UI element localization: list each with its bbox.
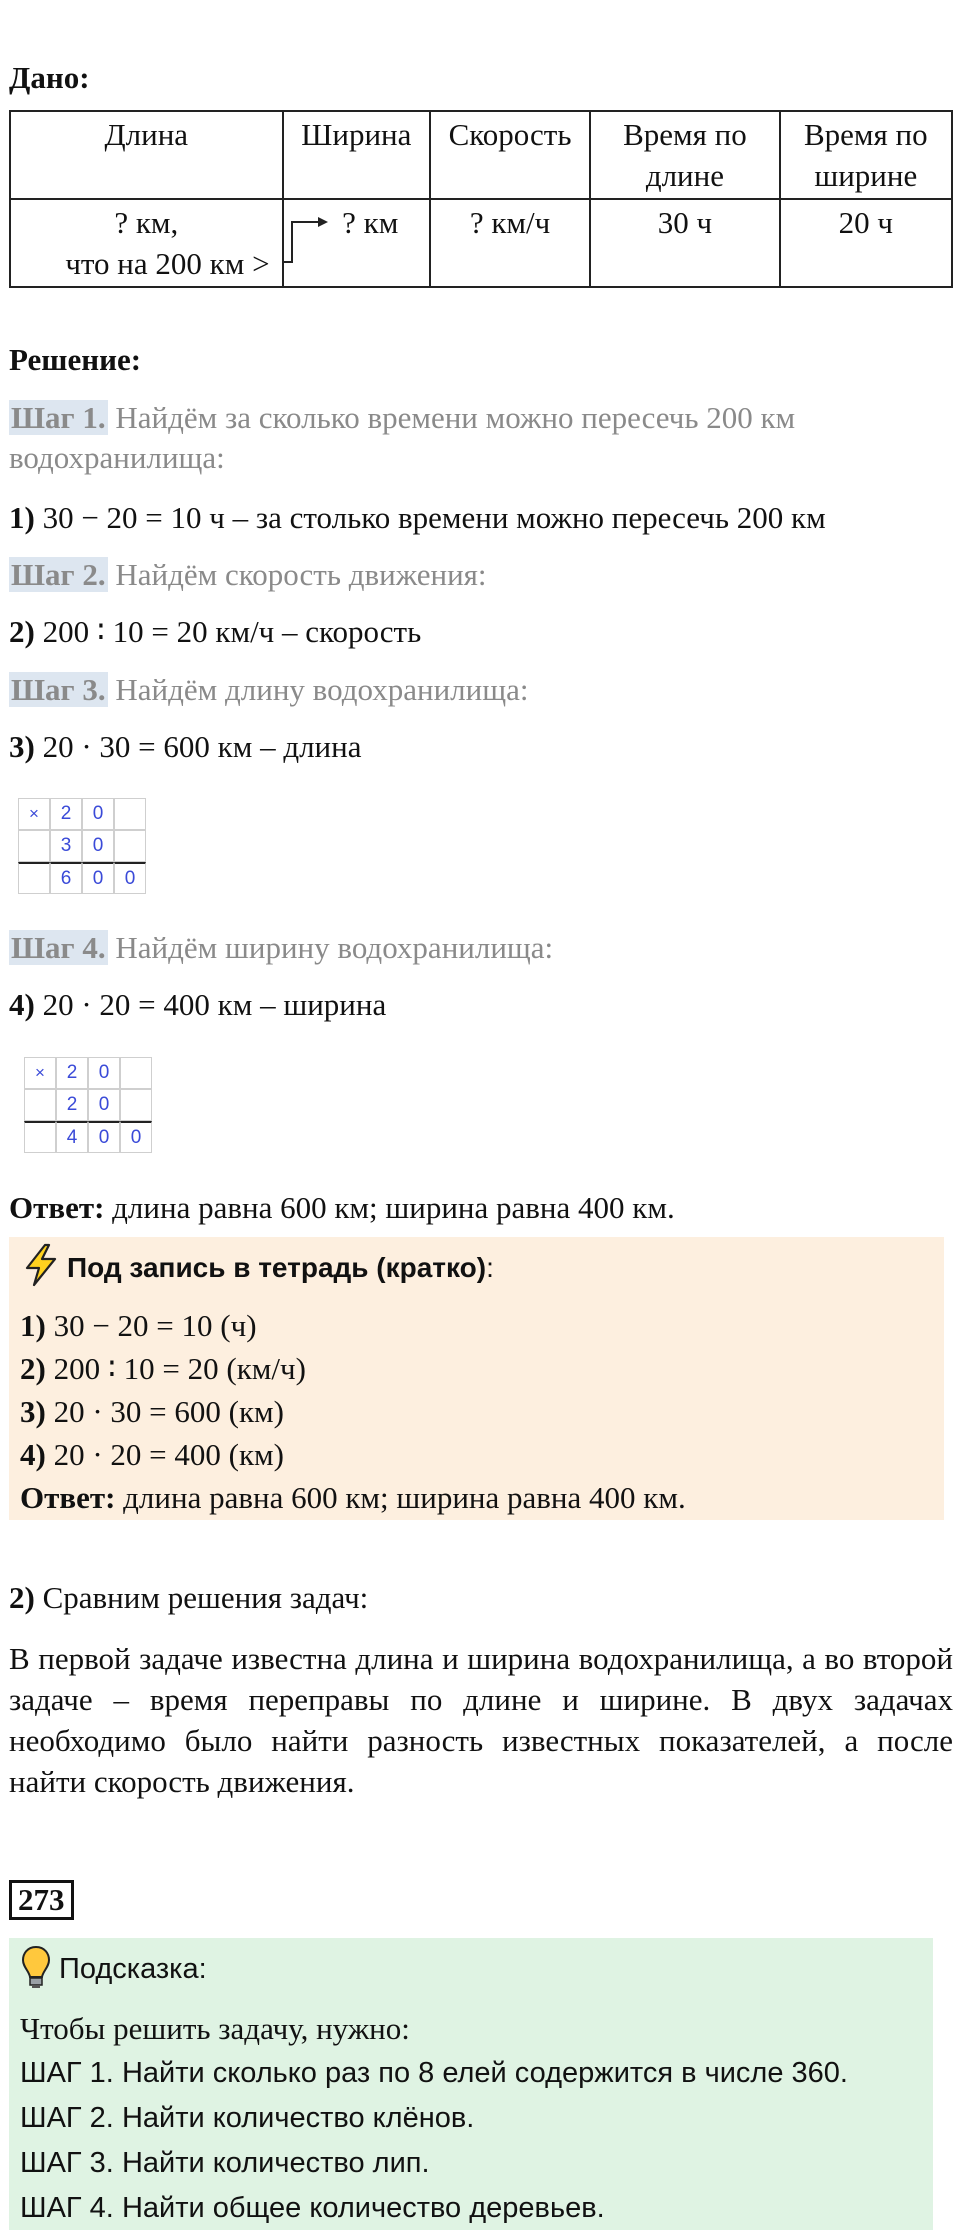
given-table bbox=[9, 110, 953, 288]
grid-digit: 0 bbox=[82, 830, 114, 862]
hint-title: Подсказка: bbox=[59, 1953, 207, 1985]
hint-step: ШАГ 3. Найти количество лип. bbox=[20, 2147, 430, 2179]
cell-length-line2: что на 200 км > bbox=[65, 246, 270, 281]
grid-cell bbox=[18, 862, 50, 894]
notebook-header: Под запись в тетрадь (кратко): bbox=[21, 1243, 494, 1292]
header-width: Ширина bbox=[283, 111, 430, 199]
grid-digit: 3 bbox=[50, 830, 82, 862]
calc-line-3: 3) 20 · 30 = 600 км – длина bbox=[9, 729, 362, 764]
grid-digit: 0 bbox=[114, 862, 146, 894]
grid-digit: 2 bbox=[56, 1057, 88, 1089]
given-heading: Дано: bbox=[9, 60, 90, 95]
step1-label: Шаг 1. bbox=[11, 400, 106, 435]
grid-cell bbox=[24, 1089, 56, 1121]
hint-intro: Чтобы решить задачу, нужно: bbox=[20, 2011, 410, 2046]
grid-cell bbox=[120, 1089, 152, 1121]
step3 bbox=[9, 670, 528, 710]
step2 bbox=[9, 555, 487, 595]
lightbulb-icon bbox=[21, 1944, 51, 1995]
grid-digit: 2 bbox=[50, 798, 82, 830]
grid-digit: 2 bbox=[56, 1089, 88, 1121]
grid-digit: 4 bbox=[56, 1121, 88, 1153]
multiplication-grid-1 bbox=[18, 798, 146, 894]
hint-step: ШАГ 1. Найти сколько раз по 8 елей содержится в числе 360. bbox=[20, 2057, 848, 2089]
multiply-sign: × bbox=[24, 1057, 56, 1089]
step2-text: Найдём скорость движения: bbox=[115, 557, 487, 592]
task-number: 273 bbox=[9, 1880, 74, 1920]
hint-steps bbox=[20, 2051, 848, 2231]
calc-line-2: 2) 200 ∶ 10 = 20 км/ч – скорость bbox=[9, 614, 422, 649]
compare-paragraph: В первой задаче известна длина и ширина водохранилища, а во второй задаче – время переправы по длине и ширине. В двух задачах необходимо было найти разность известных показателей, а после найти скорость движения. bbox=[9, 1641, 953, 1799]
cell-length bbox=[10, 199, 283, 287]
grid-cell bbox=[120, 1057, 152, 1089]
cell-time-width: 20 ч bbox=[780, 199, 952, 287]
step4-label: Шаг 4. bbox=[11, 930, 106, 965]
step2-label: Шаг 2. bbox=[11, 557, 106, 592]
grid-cell bbox=[24, 1121, 56, 1153]
header-length: Длина bbox=[10, 111, 283, 199]
arrow-icon bbox=[284, 200, 332, 280]
solution-heading: Решение: bbox=[9, 342, 142, 377]
header-speed: Скорость bbox=[430, 111, 590, 199]
grid-cell bbox=[114, 830, 146, 862]
cell-length-line1: ? км, bbox=[114, 205, 179, 240]
compare-title: 2) Сравним решения задач: bbox=[9, 1580, 369, 1615]
grid-cell bbox=[114, 798, 146, 830]
grid-digit: 0 bbox=[88, 1089, 120, 1121]
step1 bbox=[9, 398, 949, 478]
calc-line-1: 1) 30 − 20 = 10 ч – за столько времени можно пересечь 200 км bbox=[9, 500, 826, 535]
grid-digit: 6 bbox=[50, 862, 82, 894]
notebook-answer: Ответ: длина равна 600 км; ширина равна 400 км. bbox=[20, 1480, 686, 1515]
calc-line-4: 4) 20 · 20 = 400 км – ширина bbox=[9, 987, 387, 1022]
grid-digit: 0 bbox=[82, 862, 114, 894]
header-time-width: Время по ширине bbox=[780, 111, 952, 199]
hint-step: ШАГ 4. Найти общее количество деревьев. bbox=[20, 2192, 605, 2224]
grid-digit: 0 bbox=[88, 1121, 120, 1153]
step3-text: Найдём длину водохранилища: bbox=[115, 672, 529, 707]
cell-width-value: ? км bbox=[342, 205, 399, 240]
cell-time-length: 30 ч bbox=[590, 199, 779, 287]
step4-text: Найдём ширину водохранилища: bbox=[115, 930, 554, 965]
step4 bbox=[9, 928, 553, 968]
notebook-line: 2) 200 ∶ 10 = 20 (км/ч) bbox=[20, 1351, 306, 1386]
notebook-line: 4) 20 · 20 = 400 (км) bbox=[20, 1437, 284, 1472]
grid-digit: 0 bbox=[120, 1121, 152, 1153]
notebook-lines bbox=[20, 1304, 686, 1519]
hint-header bbox=[21, 1944, 207, 1995]
step3-label: Шаг 3. bbox=[11, 672, 106, 707]
header-time-length: Время по длине bbox=[590, 111, 779, 199]
cell-speed: ? км/ч bbox=[430, 199, 590, 287]
multiply-sign: × bbox=[18, 798, 50, 830]
hint-box bbox=[9, 1938, 933, 2230]
answer-line: Ответ: длина равна 600 км; ширина равна 400 км. bbox=[9, 1190, 675, 1225]
multiplication-grid-2 bbox=[24, 1057, 152, 1153]
notebook-line: 1) 30 − 20 = 10 (ч) bbox=[20, 1308, 257, 1343]
cell-width bbox=[283, 199, 430, 287]
notebook-line: 3) 20 · 30 = 600 (км) bbox=[20, 1394, 284, 1429]
lightning-icon bbox=[21, 1243, 61, 1292]
hint-step: ШАГ 2. Найти количество клёнов. bbox=[20, 2102, 475, 2134]
notebook-title: Под запись в тетрадь (кратко) bbox=[67, 1251, 487, 1283]
notebook-box bbox=[9, 1237, 944, 1520]
grid-digit: 0 bbox=[88, 1057, 120, 1089]
step1-text: Найдём за сколько времени можно пересечь 200 км водохранилища: bbox=[9, 400, 796, 475]
grid-digit: 0 bbox=[82, 798, 114, 830]
grid-cell bbox=[18, 830, 50, 862]
